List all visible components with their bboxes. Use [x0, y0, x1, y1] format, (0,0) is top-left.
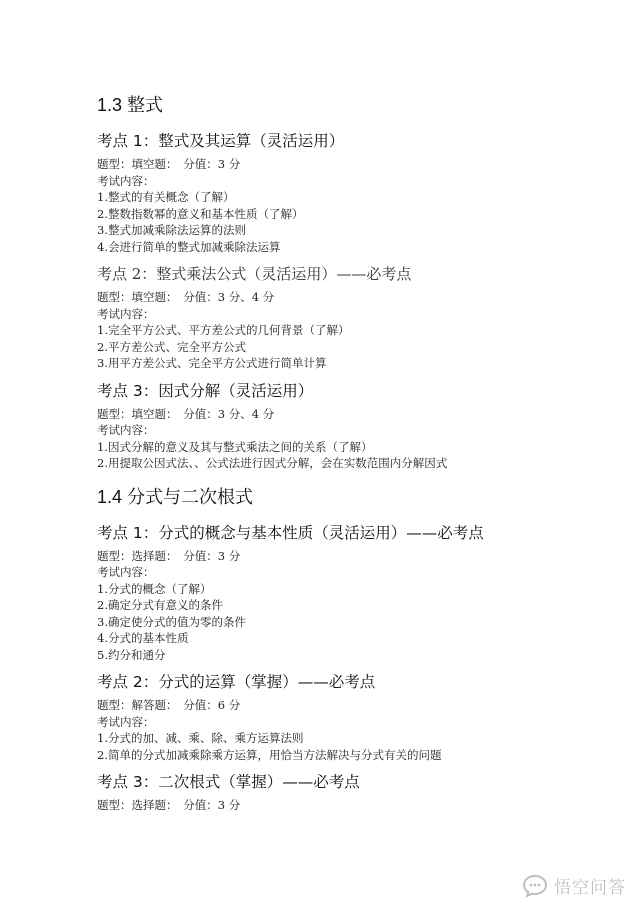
- speech-bubble-icon: [522, 874, 548, 898]
- content-item: 1.分式的概念（了解）: [97, 581, 212, 596]
- section-1-3: [97, 92, 617, 472]
- content-item: 4.分式的基本性质: [97, 631, 189, 645]
- content-item: 2.简单的分式加减乘除乘方运算，用恰当方法解决与分式有关的问题: [97, 747, 442, 762]
- exam-point: [97, 671, 617, 763]
- exam-point-title: 考点 3：因式分解（灵活运用）: [97, 381, 314, 400]
- content-item: 4.会进行简单的整式加减乘除法运算: [97, 239, 281, 254]
- content-item: 1.分式的加、减、乘、除、乘方运算法则: [97, 731, 304, 745]
- question-type-line: 题型：选择题： 分值：3 分: [97, 548, 241, 563]
- content-item: 2.用提取公因式法、、公式法进行因式分解，会在实数范围内分解因式: [97, 456, 448, 470]
- exam-point: [97, 130, 617, 255]
- exam-point: [97, 522, 617, 664]
- exam-point-title: 考点 1：分式的概念与基本性质（灵活运用）——必考点: [97, 523, 484, 542]
- content-item: 3.用平方差公式、完全平方公式进行简单计算: [97, 356, 327, 370]
- content-item: 5.约分和通分: [97, 647, 166, 662]
- content-label: 考试内容：: [97, 714, 155, 729]
- section-title: 1.4 分式与二次根式: [97, 486, 254, 507]
- content-item: 2.平方差公式、完全平方公式: [97, 339, 246, 354]
- content-label: 考试内容：: [97, 173, 155, 188]
- watermark: [522, 873, 626, 898]
- question-type-line: 题型：选择题： 分值：3 分: [97, 798, 241, 812]
- content-item: 1.因式分解的意义及其与整式乘法之间的关系（了解）: [97, 439, 373, 454]
- content-item: 3.整式加减乘除法运算的法则: [97, 223, 246, 237]
- question-type-line: 题型：解答题： 分值：6 分: [97, 698, 241, 712]
- content-label: 考试内容：: [97, 423, 155, 437]
- exam-point: [97, 380, 617, 472]
- content-label: 考试内容：: [97, 565, 155, 579]
- question-type-line: 题型：填空题： 分值：3 分、4 分: [97, 406, 275, 421]
- content-label: 考试内容：: [97, 306, 155, 321]
- exam-point: [97, 771, 617, 814]
- question-type-line: 题型：填空题： 分值：3 分: [97, 157, 241, 171]
- exam-point-title: 考点 3：二次根式（掌握）——必考点: [97, 773, 360, 791]
- question-type-line: 题型：填空题： 分值：3 分、4 分: [97, 290, 275, 304]
- exam-point-title: 考点 1：整式及其运算（灵活运用）: [97, 132, 345, 150]
- content-item: 2.整数指数幂的意义和基本性质（了解）: [97, 206, 304, 221]
- section-1-4: [97, 484, 617, 814]
- content-item: 2.确定分式有意义的条件: [97, 598, 223, 612]
- content-item: 1.整式的有关概念（了解）: [97, 190, 235, 204]
- document-body: [97, 92, 617, 814]
- exam-point-title: 考点 2：分式的运算（掌握）——必考点: [97, 673, 376, 691]
- exam-point-title: 考点 2：整式乘法公式（灵活运用）——必考点: [97, 265, 412, 283]
- content-item: 1.完全平方公式、平方差公式的几何背景（了解）: [97, 323, 350, 337]
- watermark-text: 悟空问答: [554, 878, 626, 898]
- content-item: 3.确定使分式的值为零的条件: [97, 614, 246, 629]
- exam-point: [97, 263, 617, 372]
- section-title: 1.3 整式: [97, 95, 164, 115]
